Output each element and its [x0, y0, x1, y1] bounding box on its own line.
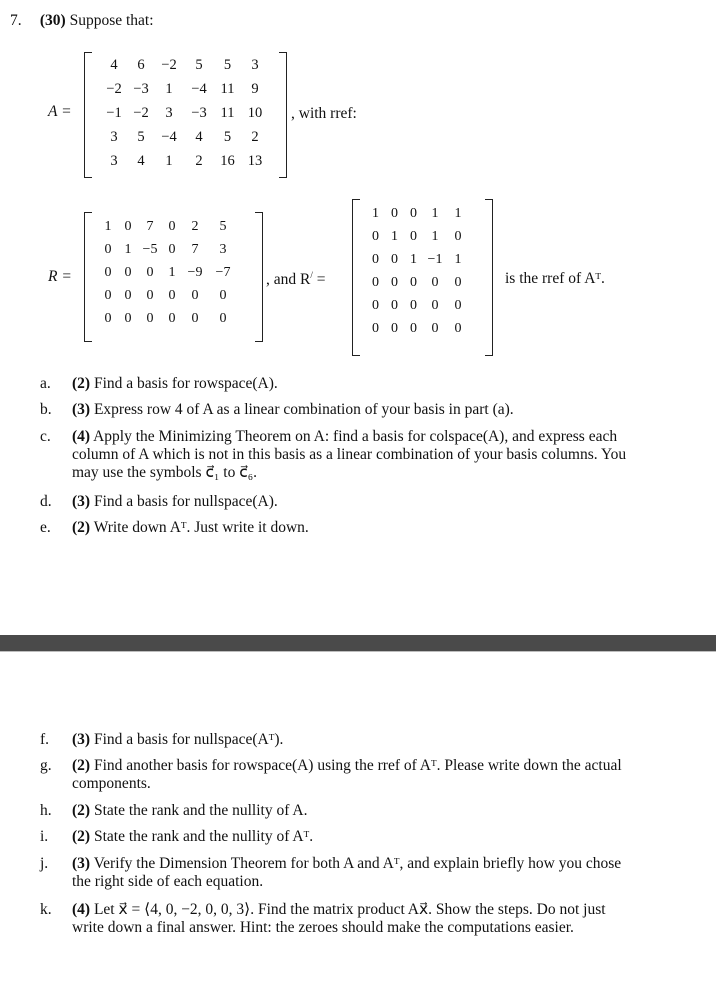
part-points: (2) — [72, 375, 91, 392]
matrix-cell: 0 — [372, 229, 379, 244]
part-text: Find a basis for nullspace(Aᵀ). — [93, 731, 284, 748]
matrix-cell: 0 — [191, 311, 199, 326]
matrix-cell: 1 — [124, 242, 132, 257]
part-points: (2) — [72, 757, 91, 774]
matrix-row — [100, 149, 269, 173]
matrix-cell: 6 — [137, 57, 145, 73]
matrix-cell: 0 — [104, 265, 112, 280]
matrix-row — [366, 271, 469, 294]
part-text: State the rank and the nullity of A. — [93, 802, 308, 819]
page-divider-shadow — [0, 651, 716, 652]
matrix-cell: 10 — [247, 105, 263, 121]
matrix-cell: −1 — [427, 252, 443, 267]
matrix-cell: 0 — [454, 321, 462, 336]
matrix-row — [98, 307, 238, 330]
part-points: (3) — [72, 731, 91, 748]
matrix-a-label: A = — [48, 103, 72, 120]
matrix-cell: 1 — [168, 265, 176, 280]
matrix-row — [366, 317, 469, 340]
matrix-cell: 0 — [168, 242, 176, 257]
matrix-row — [366, 202, 469, 225]
matrix-cell: 0 — [431, 321, 439, 336]
part-letter: g. — [40, 757, 52, 774]
matrix-cell: 0 — [410, 206, 417, 221]
part-letter: k. — [40, 901, 52, 918]
matrix-cell: 0 — [410, 298, 417, 313]
matrix-cell: 1 — [165, 153, 173, 169]
matrix-cell: −7 — [215, 265, 231, 280]
part-letter: a. — [40, 375, 51, 392]
matrix-cell: 0 — [146, 265, 154, 280]
matrix-a-left-bracket — [84, 52, 92, 178]
matrix-cell: 0 — [431, 275, 439, 290]
matrix-cell: 2 — [251, 129, 259, 145]
matrix-cell: 0 — [454, 275, 462, 290]
matrix-cell: −2 — [161, 57, 177, 73]
matrix-cell: 0 — [372, 275, 379, 290]
part-text: Find another basis for rowspace(A) using the rref of Aᵀ. Please write down the actual components. — [72, 757, 622, 792]
part-item — [72, 757, 632, 793]
matrix-cell: 4 — [195, 129, 203, 145]
matrix-cell: 5 — [219, 219, 227, 234]
matrix-cell: 0 — [410, 229, 417, 244]
part-text: Write down Aᵀ. Just write it down. — [93, 519, 309, 536]
matrix-cell: −4 — [161, 129, 177, 145]
matrix-cell: 9 — [251, 81, 259, 97]
part-points: (2) — [72, 802, 91, 819]
matrix-cell: 0 — [372, 321, 379, 336]
matrix-cell: 3 — [219, 242, 227, 257]
matrix-cell: 4 — [137, 153, 145, 169]
part-points: (3) — [72, 401, 91, 418]
part-text: Express row 4 of A as a linear combination of your basis in part (a). — [93, 401, 514, 418]
question-points: (30) — [39, 12, 66, 29]
part-letter: i. — [40, 828, 49, 845]
part-item — [72, 828, 632, 846]
matrix-a-right-bracket — [279, 52, 287, 178]
matrix-cell: 5 — [195, 57, 203, 73]
matrix-cell: 7 — [146, 219, 154, 234]
matrix-cell: 1 — [454, 252, 462, 267]
matrix-cell: 13 — [247, 153, 263, 169]
matrix-rp — [366, 202, 469, 340]
matrix-cell: 0 — [391, 321, 398, 336]
part-text: Find a basis for nullspace(A). — [93, 493, 278, 510]
matrix-cell: 1 — [104, 219, 112, 234]
page-divider — [0, 635, 716, 651]
matrix-cell: 1 — [454, 206, 462, 221]
matrix-row — [100, 77, 269, 101]
part-letter: b. — [40, 401, 52, 418]
matrix-cell: 0 — [168, 288, 176, 303]
part-points: (2) — [72, 828, 91, 845]
matrix-cell: 1 — [431, 229, 439, 244]
matrix-row — [100, 125, 269, 149]
matrix-row — [98, 261, 238, 284]
matrix-cell: 0 — [124, 311, 132, 326]
question-number: 7. — [10, 12, 22, 29]
matrix-cell: 0 — [104, 242, 112, 257]
matrix-cell: 0 — [124, 219, 132, 234]
matrix-cell: −2 — [133, 105, 149, 121]
matrix-cell: 5 — [223, 129, 232, 145]
matrix-cell: 4 — [110, 57, 118, 73]
matrix-cell: 3 — [251, 57, 259, 73]
matrix-cell: −9 — [187, 265, 203, 280]
matrix-cell: 0 — [454, 298, 462, 313]
matrix-cell: −3 — [191, 105, 207, 121]
question-intro: Suppose that: — [69, 12, 154, 29]
matrix-cell: 0 — [391, 275, 398, 290]
matrix-rp-left-bracket — [352, 199, 360, 356]
part-points: (3) — [72, 855, 91, 872]
matrix-cell: 3 — [110, 153, 118, 169]
part-text: Let x⃗ = ⟨4, 0, −2, 0, 0, 3⟩. Find the matrix product Ax⃗. Show the steps. Do not just write down a final answer. Hint: the zeroes should make the computations easier. — [72, 901, 606, 936]
matrix-rp-suffix: is the rref of Aᵀ. — [505, 270, 605, 287]
matrix-cell: 0 — [410, 321, 417, 336]
matrix-cell: 0 — [168, 311, 176, 326]
question-header — [10, 12, 154, 30]
part-letter: f. — [40, 731, 50, 748]
matrix-cell: 1 — [391, 229, 398, 244]
matrix-cell: 0 — [124, 288, 132, 303]
matrix-cell: 0 — [454, 229, 462, 244]
matrix-cell: 0 — [431, 298, 439, 313]
matrix-cell: 0 — [391, 298, 398, 313]
matrix-cell: 5 — [223, 57, 232, 73]
part-item — [72, 855, 632, 891]
part-item — [72, 401, 632, 419]
matrix-r — [98, 215, 238, 330]
matrix-r-label: R = — [48, 268, 72, 285]
matrix-rp-right-bracket — [485, 199, 493, 356]
part-points: (3) — [72, 493, 91, 510]
matrix-a-suffix: , with rref: — [291, 105, 357, 122]
matrix-row — [98, 284, 238, 307]
matrix-r-left-bracket — [84, 212, 92, 342]
matrix-cell: 0 — [146, 288, 154, 303]
matrix-cell: 16 — [220, 153, 235, 169]
part-item — [72, 375, 632, 393]
matrix-cell: 0 — [372, 252, 379, 267]
part-item — [72, 901, 632, 937]
matrix-row — [366, 248, 469, 271]
part-letter: h. — [40, 802, 52, 819]
matrix-cell: 1 — [372, 206, 379, 221]
matrix-r-right-bracket — [255, 212, 263, 342]
part-text: Find a basis for rowspace(A). — [93, 375, 278, 392]
part-letter: e. — [40, 519, 51, 536]
matrix-cell: 2 — [195, 153, 203, 169]
matrix-row — [366, 225, 469, 248]
matrix-cell: 0 — [191, 288, 199, 303]
matrix-cell: 1 — [410, 252, 417, 267]
matrix-cell: 0 — [410, 275, 417, 290]
part-item — [72, 493, 632, 511]
matrix-cell: 0 — [124, 265, 132, 280]
matrix-cell: 11 — [220, 105, 235, 121]
matrix-cell: 0 — [219, 288, 227, 303]
part-item — [72, 428, 632, 482]
matrix-cell: 0 — [219, 311, 227, 326]
matrix-cell: 0 — [104, 288, 112, 303]
matrix-cell: −4 — [191, 81, 207, 97]
part-letter: j. — [40, 855, 49, 872]
matrix-a — [100, 53, 269, 173]
matrix-cell: 2 — [191, 219, 199, 234]
part-item — [72, 519, 632, 537]
matrix-cell: −1 — [106, 105, 122, 121]
part-item — [72, 802, 632, 820]
matrix-cell: 0 — [391, 252, 398, 267]
matrix-rp-label: , and R/ = — [266, 270, 326, 289]
matrix-cell: 0 — [104, 311, 112, 326]
part-letter: d. — [40, 493, 52, 510]
part-item — [72, 731, 632, 749]
part-text: Verify the Dimension Theorem for both A and Aᵀ, and explain briefly how you chose the right side of each equation. — [72, 855, 622, 890]
matrix-row — [100, 53, 269, 77]
matrix-cell: 1 — [431, 206, 439, 221]
part-text: Apply the Minimizing Theorem on A: find a basis for colspace(A), and express each column of A which is not in this basis as a linear combination of your basis columns. You may use the symbols c⃗₁ to c⃗₆. — [72, 428, 627, 481]
matrix-cell: 7 — [191, 242, 199, 257]
matrix-row — [366, 294, 469, 317]
matrix-cell: 0 — [391, 206, 398, 221]
matrix-cell: 1 — [165, 81, 173, 97]
part-points: (4) — [72, 428, 91, 445]
part-points: (4) — [72, 901, 91, 918]
matrix-row — [98, 215, 238, 238]
matrix-cell: −3 — [133, 81, 149, 97]
matrix-cell: −2 — [106, 81, 122, 97]
part-text: State the rank and the nullity of Aᵀ. — [93, 828, 314, 845]
matrix-cell: 3 — [165, 105, 173, 121]
matrix-cell: 0 — [372, 298, 379, 313]
matrix-cell: 0 — [168, 219, 176, 234]
matrix-row — [100, 101, 269, 125]
part-letter: c. — [40, 428, 51, 445]
matrix-cell: −5 — [142, 242, 158, 257]
matrix-cell: 11 — [220, 81, 235, 97]
matrix-cell: 5 — [137, 129, 145, 145]
matrix-cell: 0 — [146, 311, 154, 326]
matrix-row — [98, 238, 238, 261]
matrix-cell: 3 — [110, 129, 118, 145]
part-points: (2) — [72, 519, 91, 536]
